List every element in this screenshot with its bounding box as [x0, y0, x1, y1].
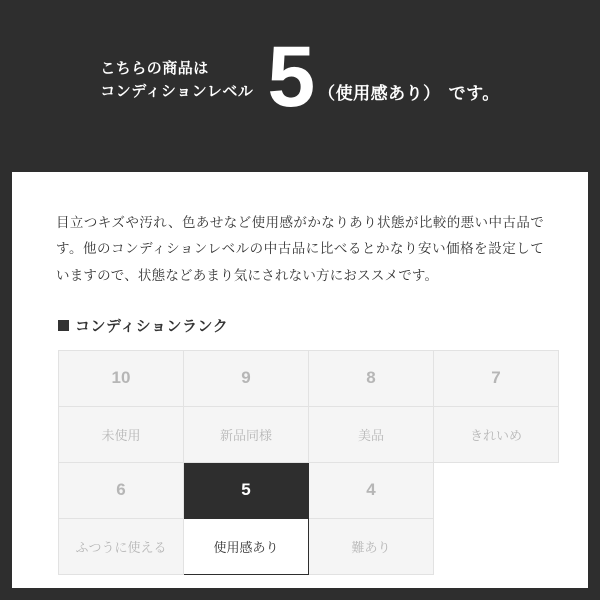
- header-lead-line2: コンディションレベル: [100, 82, 254, 100]
- condition-rank-table: [58, 350, 559, 575]
- table-row: [59, 518, 559, 574]
- header-content: [30, 29, 570, 126]
- rank-label-5-selected: 使用感あり: [184, 518, 309, 574]
- square-bullet-icon: [58, 320, 69, 331]
- rank-label-4: 難あり: [309, 518, 434, 574]
- rank-label-10: 未使用: [59, 406, 184, 462]
- header-banner: [0, 0, 600, 160]
- header-level-paren: （使用感あり）: [318, 84, 441, 104]
- condition-description: 目立つキズや汚れ、色あせなど使用感がかなりあり状態が比較的悪い中古品です。他のコンディションレベルの中古品に比べるとかなり安い価格を設定していますので、状態などあまり気にされない方におススメです。: [56, 215, 544, 283]
- table-row: [59, 406, 559, 462]
- table-row: [59, 350, 559, 406]
- section-title-label: コンディションランク: [75, 317, 229, 335]
- rank-number-7: 7: [434, 350, 559, 406]
- rank-label-8: 美品: [309, 406, 434, 462]
- header-level-number: 5: [267, 29, 315, 126]
- header-lead-text: [100, 57, 253, 104]
- rank-label-7: きれいめ: [434, 406, 559, 462]
- rank-cell-empty: [434, 462, 559, 518]
- rank-cell-empty: [434, 518, 559, 574]
- rank-number-6: 6: [59, 462, 184, 518]
- header-suffix-text: です。: [448, 84, 500, 104]
- table-row: [59, 462, 559, 518]
- rank-number-8: 8: [309, 350, 434, 406]
- rank-number-4: 4: [309, 462, 434, 518]
- rank-number-5-selected: 5: [184, 462, 309, 518]
- content-card: [12, 172, 588, 588]
- section-title: [58, 315, 544, 336]
- header-lead-line1: こちらの商品は: [100, 59, 209, 77]
- rank-number-9: 9: [184, 350, 309, 406]
- rank-label-6: ふつうに使える: [59, 518, 184, 574]
- rank-label-9: 新品同様: [184, 406, 309, 462]
- rank-number-10: 10: [59, 350, 184, 406]
